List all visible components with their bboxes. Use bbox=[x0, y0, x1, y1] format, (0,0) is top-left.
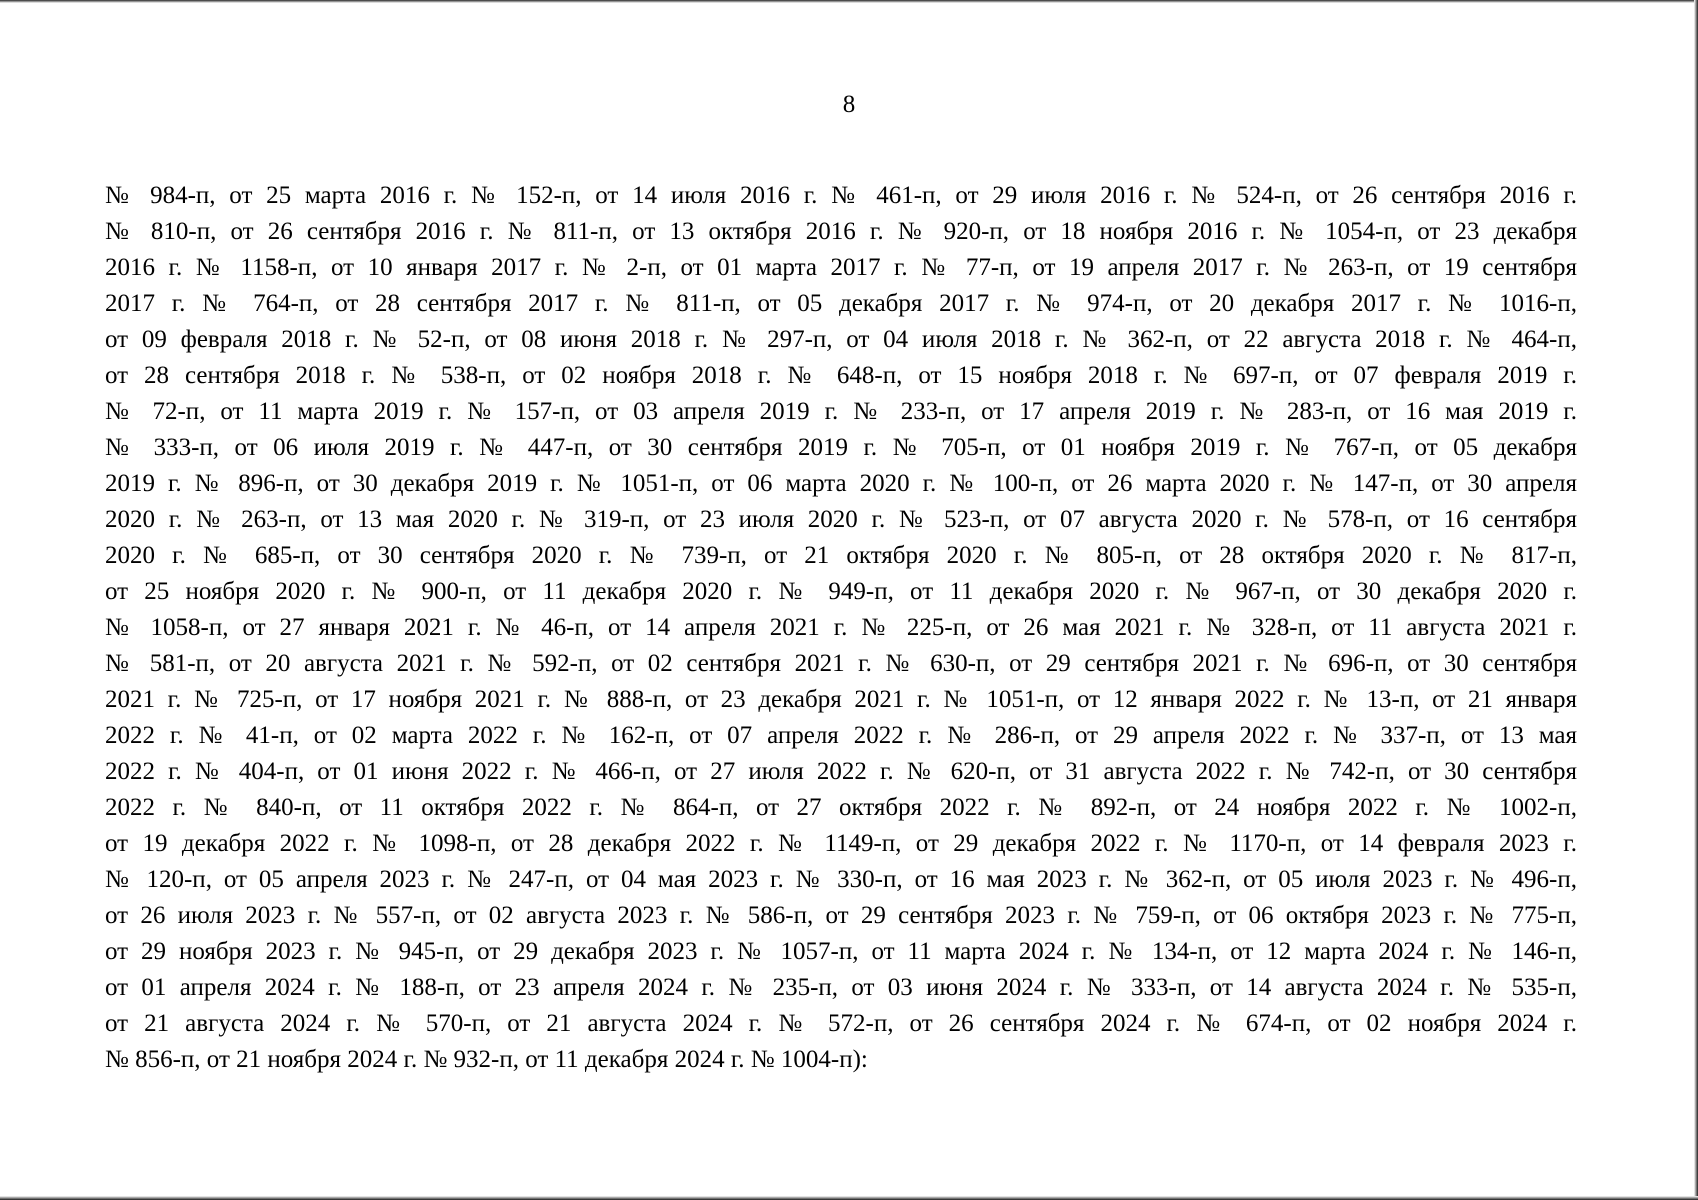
body-line: от 21 августа 2024 г. № 570-п, от 21 августа 2024 г. № 572-п, от 26 сентября 2024 г. № 674-п, от 02 ноября 2024 г. bbox=[105, 1010, 1577, 1037]
scan-edge-right bbox=[1694, 0, 1698, 1200]
scan-edge-bottom bbox=[0, 1196, 1698, 1200]
body-line: 2017 г. № 764-п, от 28 сентября 2017 г. № 811-п, от 05 декабря 2017 г. № 974-п, от 20 декабря 2017 г. № 1016-п, bbox=[105, 290, 1577, 317]
body-line: 2022 г. № 41-п, от 02 марта 2022 г. № 162-п, от 07 апреля 2022 г. № 286-п, от 29 апреля 2022 г. № 337-п, от 13 мая bbox=[105, 722, 1577, 749]
body-line: от 28 сентября 2018 г. № 538-п, от 02 ноября 2018 г. № 648-п, от 15 ноября 2018 г. № 697-п, от 07 февраля 2019 г. bbox=[105, 362, 1577, 389]
page-number: 8 bbox=[842, 91, 856, 118]
scan-edge-top bbox=[0, 0, 1698, 3]
body-line: от 01 апреля 2024 г. № 188-п, от 23 апреля 2024 г. № 235-п, от 03 июня 2024 г. № 333-п, от 14 августа 2024 г. № 535-п, bbox=[105, 974, 1577, 1001]
body-line: № 581-п, от 20 августа 2021 г. № 592-п, от 02 сентября 2021 г. № 630-п, от 29 сентября 2021 г. № 696-п, от 30 сентября bbox=[105, 650, 1577, 677]
body-line: 2022 г. № 840-п, от 11 октября 2022 г. № 864-п, от 27 октября 2022 г. № 892-п, от 24 ноября 2022 г. № 1002-п, bbox=[105, 794, 1577, 821]
body-line: 2019 г. № 896-п, от 30 декабря 2019 г. № 1051-п, от 06 марта 2020 г. № 100-п, от 26 марта 2020 г. № 147-п, от 30 апреля bbox=[105, 470, 1577, 497]
body-line: № 984-п, от 25 марта 2016 г. № 152-п, от 14 июля 2016 г. № 461-п, от 29 июля 2016 г. № 524-п, от 26 сентября 2016 г. bbox=[105, 182, 1577, 209]
body-line: от 25 ноября 2020 г. № 900-п, от 11 декабря 2020 г. № 949-п, от 11 декабря 2020 г. № 967-п, от 30 декабря 2020 г. bbox=[105, 578, 1577, 605]
body-line: 2021 г. № 725-п, от 17 ноября 2021 г. № 888-п, от 23 декабря 2021 г. № 1051-п, от 12 января 2022 г. № 13-п, от 21 января bbox=[105, 686, 1577, 713]
body-line: от 09 февраля 2018 г. № 52-п, от 08 июня 2018 г. № 297-п, от 04 июля 2018 г. № 362-п, от 22 августа 2018 г. № 464-п, bbox=[105, 326, 1577, 353]
body-line: № 333-п, от 06 июля 2019 г. № 447-п, от 30 сентября 2019 г. № 705-п, от 01 ноября 2019 г. № 767-п, от 05 декабря bbox=[105, 434, 1577, 461]
body-line: от 26 июля 2023 г. № 557-п, от 02 августа 2023 г. № 586-п, от 29 сентября 2023 г. № 759-п, от 06 октября 2023 г. № 775-п, bbox=[105, 902, 1577, 929]
body-line: 2016 г. № 1158-п, от 10 января 2017 г. № 2-п, от 01 марта 2017 г. № 77-п, от 19 апреля 2017 г. № 263-п, от 19 сентября bbox=[105, 254, 1577, 281]
body-line: № 120-п, от 05 апреля 2023 г. № 247-п, от 04 мая 2023 г. № 330-п, от 16 мая 2023 г. № 362-п, от 05 июля 2023 г. № 496-п, bbox=[105, 866, 1577, 893]
body-line: от 29 ноября 2023 г. № 945-п, от 29 декабря 2023 г. № 1057-п, от 11 марта 2024 г. № 134-п, от 12 марта 2024 г. № 146-п, bbox=[105, 938, 1577, 965]
body-line: 2020 г. № 685-п, от 30 сентября 2020 г. № 739-п, от 21 октября 2020 г. № 805-п, от 28 октября 2020 г. № 817-п, bbox=[105, 542, 1577, 569]
body-line-last: № 856-п, от 21 ноября 2024 г. № 932-п, от 11 декабря 2024 г. № 1004-п): bbox=[105, 1046, 868, 1073]
body-paragraph bbox=[105, 178, 1577, 1078]
body-line: 2022 г. № 404-п, от 01 июня 2022 г. № 466-п, от 27 июля 2022 г. № 620-п, от 31 августа 2022 г. № 742-п, от 30 сентября bbox=[105, 758, 1577, 785]
body-line: 2020 г. № 263-п, от 13 мая 2020 г. № 319-п, от 23 июля 2020 г. № 523-п, от 07 августа 2020 г. № 578-п, от 16 сентября bbox=[105, 506, 1577, 533]
body-line: № 810-п, от 26 сентября 2016 г. № 811-п, от 13 октября 2016 г. № 920-п, от 18 ноября 2016 г. № 1054-п, от 23 декабря bbox=[105, 218, 1577, 245]
body-line: от 19 декабря 2022 г. № 1098-п, от 28 декабря 2022 г. № 1149-п, от 29 декабря 2022 г. № 1170-п, от 14 февраля 2023 г. bbox=[105, 830, 1577, 857]
body-line: № 1058-п, от 27 января 2021 г. № 46-п, от 14 апреля 2021 г. № 225-п, от 26 мая 2021 г. № 328-п, от 11 августа 2021 г. bbox=[105, 614, 1577, 641]
body-line: № 72-п, от 11 марта 2019 г. № 157-п, от 03 апреля 2019 г. № 233-п, от 17 апреля 2019 г. № 283-п, от 16 мая 2019 г. bbox=[105, 398, 1577, 425]
